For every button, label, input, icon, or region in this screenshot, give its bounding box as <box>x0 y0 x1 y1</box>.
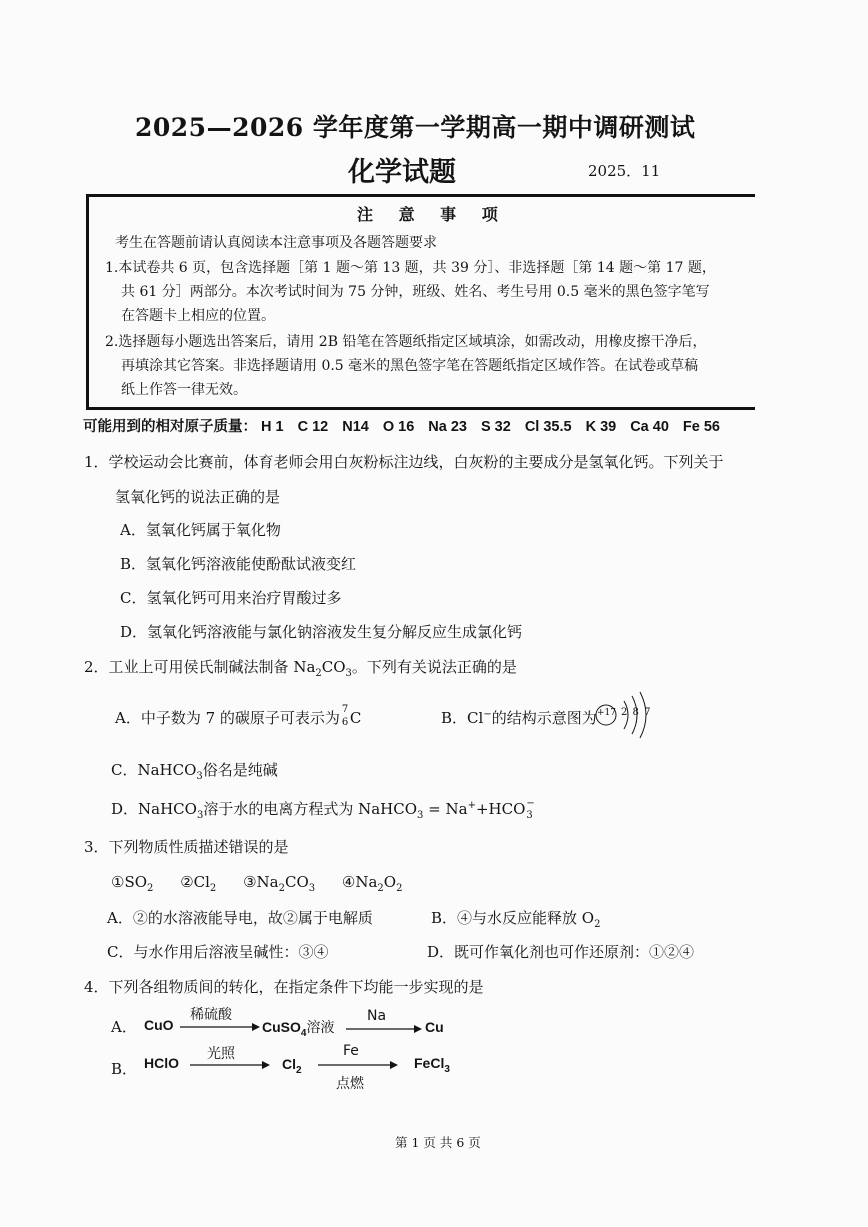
mass-item: C 12 <box>297 419 329 435</box>
notice-line-2b: 再填涂其它答案。非选择题请用 0.5 毫米的黑色签字笔在答题纸指定区域作答。在试卷或草稿 <box>121 358 699 374</box>
cl-ion-structure-diagram <box>594 689 654 739</box>
mass-item: O 16 <box>382 419 415 435</box>
exam-subject-title: 化学试题 <box>348 157 456 188</box>
q1-option-a: A．氢氧化钙属于氧化物 <box>120 521 281 539</box>
q4-a-product-cu: Cu <box>425 1019 444 1035</box>
notice-line-1c: 在答题卡上相应的位置。 <box>121 308 275 324</box>
notice-line-1b: 共 61 分］两部分。本次考试时间为 75 分钟，班级、姓名、考生号用 0.5 毫米的黑色签字笔写 <box>121 284 710 300</box>
nucleus-charge: +17 <box>597 708 616 718</box>
atomic-masses <box>83 415 734 436</box>
q1-option-b: B．氢氧化钙溶液能使酚酞试液变红 <box>120 555 357 573</box>
mass-item: S 32 <box>480 419 511 435</box>
q4-stem: 4．下列各组物质间的转化，在指定条件下均能一步实现的是 <box>84 978 484 996</box>
q2-option-d: D．NaHCO$_3$溶于水的电离方程式为 NaHCO$_3$ = Na++HCO − 3 <box>111 798 535 821</box>
q3-option-a: A．②的水溶液能导电，故②属于电解质 <box>107 909 373 927</box>
q4-b-arrow-2 <box>318 1060 400 1070</box>
q4-b-condition-1: 光照 <box>207 1046 235 1062</box>
q4-a-arrow-1 <box>180 1022 262 1032</box>
notice-box <box>86 194 755 410</box>
q3-stem: 3．下列物质性质描述错误的是 <box>84 838 289 856</box>
atomic-masses-label: 可能用到的相对原子质量： <box>83 419 257 435</box>
mass-item: Ca 40 <box>630 419 669 435</box>
q2-option-b: B．Cl−的结构示意图为 <box>441 709 597 727</box>
q2-option-c: C．NaHCO$_3$俗名是纯碱 <box>111 761 278 782</box>
q4-a-condition-1: 稀硫酸 <box>190 1007 232 1023</box>
q4-b-condition-2-top: Fe <box>343 1043 359 1059</box>
mass-item: Na 23 <box>428 419 467 435</box>
mass-item: N14 <box>342 419 369 435</box>
mass-item: H 1 <box>261 419 284 435</box>
q3-option-c: C．与水作用后溶液呈碱性：③④ <box>107 943 329 961</box>
q4-b-reactant-hclo: HClO <box>144 1055 179 1071</box>
q4-b-product-cl2: $Cl_2$ <box>282 1056 302 1076</box>
mass-item: K 39 <box>585 419 617 435</box>
page-footer: 第 1 页 共 6 页 <box>395 1135 481 1150</box>
q4-a-arrow-2 <box>346 1024 424 1034</box>
electron-shells: 2 8 7 <box>621 707 652 718</box>
mass-item: Cl 35.5 <box>524 419 572 435</box>
notice-title: 注 意 事 项 <box>357 205 508 224</box>
q1-option-d: D．氢氧化钙溶液能与氯化钠溶液发生复分解反应生成氯化钙 <box>120 623 523 641</box>
q4-b-arrow-1 <box>190 1060 272 1070</box>
notice-intro: 考生在答题前请认真阅读本注意事项及各题答题要求 <box>115 235 437 251</box>
exam-title: 2025—2026 学年度第一学期高一期中调研测试 <box>135 113 696 142</box>
q2-option-a: A．中子数为 7 的碳原子可表示为 7 6 C <box>115 704 362 728</box>
q4-option-a-label: A． <box>111 1018 137 1036</box>
exam-date: 2025．11 <box>588 162 661 180</box>
notice-line-2a: 2.选择题每小题选出答案后，请用 2B 铅笔在答题纸指定区域填涂，如需改动，用橡皮擦干净后， <box>105 334 707 350</box>
notice-line-1a: 1.本试卷共 6 页，包含选择题［第 1 题～第 13 题，共 39 分］、非选择题［第 14 题～第 17 题， <box>105 260 716 276</box>
q4-a-condition-2: Na <box>367 1008 387 1024</box>
q4-a-product-cuso4: CuSO$_4$溶液 <box>262 1019 335 1039</box>
q1-stem-line2: 氢氧化钙的说法正确的是 <box>115 488 281 506</box>
q4-b-condition-2-bottom: 点燃 <box>336 1076 364 1092</box>
q3-option-b: B．④与水反应能释放 $O_2$ <box>431 909 601 930</box>
notice-line-2c: 纸上作答一律无效。 <box>121 382 247 398</box>
q4-b-product-fecl3: FeCl$_3$ <box>414 1055 450 1075</box>
isotope-notation: 7 6 <box>341 704 349 728</box>
q4-a-reactant-cuo: CuO <box>144 1017 174 1033</box>
q3-option-d: D．既可作氧化剂也可作还原剂：①②④ <box>427 943 695 961</box>
q3-substances: $①SO_2$ $②Cl_2$ $③Na_2CO_3$ $④Na_2O_2$ <box>111 873 403 894</box>
q2-stem: 2．工业上可用侯氏制碱法制备 $Na_2CO_3$。下列有关说法正确的是 <box>84 658 517 679</box>
q4-option-b-label: B． <box>111 1060 138 1078</box>
mass-item: Fe 56 <box>682 419 720 435</box>
q1-stem-line1: 1．学校运动会比赛前，体育老师会用白灰粉标注边线，白灰粉的主要成分是氢氧化钙。下列关于 <box>84 453 724 471</box>
q1-option-c: C．氢氧化钙可用来治疗胃酸过多 <box>120 589 342 607</box>
